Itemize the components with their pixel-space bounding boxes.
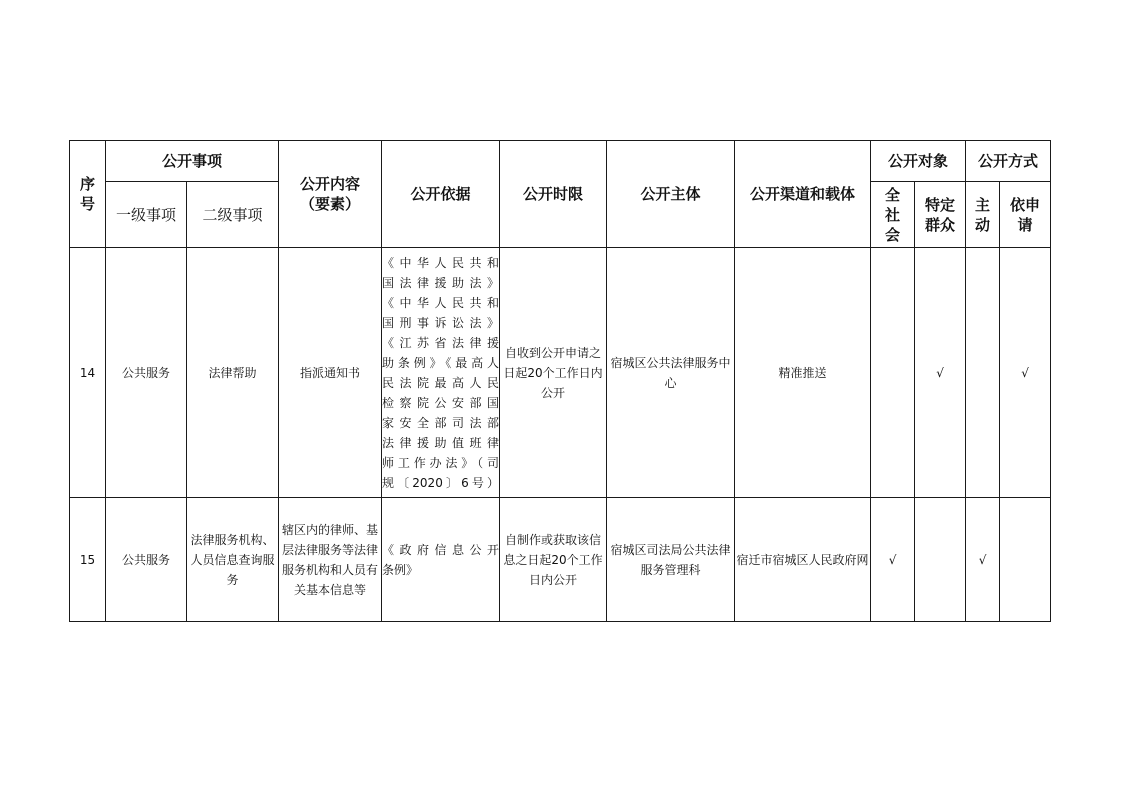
cell-active (966, 248, 1000, 498)
cell-level1: 公共服务 (106, 498, 187, 622)
cell-content: 辖区内的律师、基层法律服务等法律服务机构和人员有关基本信息等 (279, 498, 382, 622)
cell-channel: 宿迁市宿城区人民政府网 (735, 498, 871, 622)
cell-specific-group (915, 498, 966, 622)
table-row (70, 248, 1051, 498)
cell-time-limit: 自制作或获取该信息之日起20个工作日内公开 (500, 498, 607, 622)
cell-specific-group: √ (915, 248, 966, 498)
cell-seq: 15 (70, 498, 106, 622)
header-basis: 公开依据 (382, 141, 500, 248)
cell-all-society (871, 248, 915, 498)
cell-level2: 法律帮助 (187, 248, 279, 498)
header-channel: 公开渠道和载体 (735, 141, 871, 248)
cell-on-request (1000, 498, 1051, 622)
cell-subject: 宿城区公共法律服务中心 (607, 248, 735, 498)
cell-seq: 14 (70, 248, 106, 498)
cell-level2: 法律服务机构、人员信息查询服务 (187, 498, 279, 622)
header-audience-group: 公开对象 (871, 141, 966, 182)
cell-on-request: √ (1000, 248, 1051, 498)
cell-level1: 公共服务 (106, 248, 187, 498)
header-audience-specific: 特定 群众 (915, 182, 966, 248)
header-level2: 二级事项 (187, 182, 279, 248)
disclosure-table (69, 140, 1051, 622)
header-time-limit: 公开时限 (500, 141, 607, 248)
header-item-group: 公开事项 (106, 141, 279, 182)
header-method-request: 依申 请 (1000, 182, 1051, 248)
cell-subject: 宿城区司法局公共法律服务管理科 (607, 498, 735, 622)
header-level1: 一级事项 (106, 182, 187, 248)
cell-all-society: √ (871, 498, 915, 622)
cell-channel: 精准推送 (735, 248, 871, 498)
table-row (70, 498, 1051, 622)
header-subject: 公开主体 (607, 141, 735, 248)
header-seq: 序 号 (70, 141, 106, 248)
header-method-active: 主 动 (966, 182, 1000, 248)
header-method-group: 公开方式 (966, 141, 1051, 182)
cell-time-limit: 自收到公开申请之日起20个工作日内公开 (500, 248, 607, 498)
cell-content: 指派通知书 (279, 248, 382, 498)
cell-active: √ (966, 498, 1000, 622)
header-content: 公开内容 （要素） (279, 141, 382, 248)
cell-basis: 《政府信息公开 条例》 (382, 498, 500, 622)
cell-basis: 《中华人民共和 国法律援助法》 《中华人民共和 国刑事诉讼法》 《江苏省法律援 助条例》《最高人 民法院最高人民 检察院公安部国 家安全部司法部 法律援助值班律 师工作办法》（司 规〔2020〕6号） (382, 248, 500, 498)
header-row-1 (70, 141, 1051, 182)
header-audience-all: 全 社 会 (871, 182, 915, 248)
